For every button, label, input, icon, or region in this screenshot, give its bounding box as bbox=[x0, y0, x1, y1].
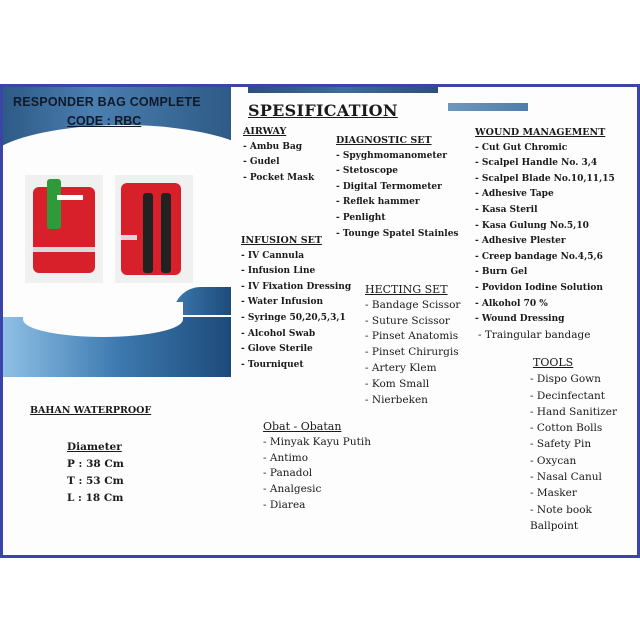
diagnostic-section bbox=[336, 133, 459, 242]
list-item: - Tourniquet bbox=[241, 359, 304, 370]
list-item: - Pocket Mask bbox=[243, 172, 315, 183]
list-item: - IV Cannula bbox=[241, 250, 305, 261]
list-item: - Glove Sterile bbox=[241, 344, 313, 355]
list-item: - Penlight bbox=[336, 212, 386, 223]
list-item: - Nierbeken bbox=[365, 393, 428, 406]
dimension-length: P : 38 Cm bbox=[67, 458, 124, 470]
footer-wave bbox=[23, 302, 183, 337]
list-item: - Note book bbox=[530, 503, 592, 516]
spec-sheet bbox=[0, 84, 640, 558]
dimension-height: T : 53 Cm bbox=[67, 475, 124, 487]
section-heading: WOUND MANAGEMENT bbox=[475, 127, 606, 138]
product-title: RESPONDER BAG COMPLETE bbox=[13, 95, 201, 109]
list-item: - Alcohol Swab bbox=[241, 328, 316, 339]
list-item: - Kasa Gulung No.5,10 bbox=[475, 220, 589, 231]
list-item: - Spyghmomanometer bbox=[336, 150, 448, 161]
list-item: - Burn Gel bbox=[475, 267, 528, 278]
section-heading: DIAGNOSTIC SET bbox=[336, 135, 432, 146]
dimensions-block bbox=[67, 439, 124, 507]
list-item: - Dispo Gown bbox=[530, 373, 601, 386]
tools-section bbox=[530, 355, 617, 534]
product-panel bbox=[3, 87, 231, 377]
list-item: - Digital Termometer bbox=[336, 181, 442, 192]
section-heading: AIRWAY bbox=[243, 126, 287, 137]
bag-front-photo bbox=[25, 175, 103, 283]
list-item: - IV Fixation Dressing bbox=[241, 281, 352, 292]
product-code: CODE : RBC bbox=[67, 114, 142, 128]
list-item: - Kasa Steril bbox=[475, 204, 538, 215]
list-item: - Safety Pin bbox=[530, 438, 592, 451]
decor-bar bbox=[448, 103, 528, 111]
list-item: - Pinset Anatomis bbox=[365, 330, 459, 343]
bag-back-photo bbox=[115, 175, 193, 283]
dimensions-heading: Diameter bbox=[67, 441, 122, 453]
section-heading: Obat - Obatan bbox=[263, 420, 342, 433]
list-item: - Scalpel Handle No. 3,4 bbox=[475, 158, 598, 169]
list-item: - Water Infusion bbox=[241, 297, 323, 308]
list-item: - Bandage Scissor bbox=[365, 298, 461, 311]
list-item: - Suture Scissor bbox=[365, 314, 450, 327]
list-item: - Antimo bbox=[263, 451, 309, 464]
list-item: - Syringe 50,20,5,3,1 bbox=[241, 312, 346, 323]
list-item: - Traingular bandage bbox=[478, 328, 591, 341]
list-item: - Diarea bbox=[263, 498, 306, 511]
list-item: - Alkohol 70 % bbox=[475, 298, 548, 309]
list-item: - Kom Small bbox=[365, 377, 430, 390]
list-item: - Analgesic bbox=[263, 483, 322, 496]
list-item: - Cotton Bolls bbox=[530, 422, 603, 435]
section-heading: TOOLS bbox=[533, 356, 574, 369]
list-item: - Creep bandage No.4,5,6 bbox=[475, 251, 603, 262]
spec-title: SPESIFICATION bbox=[248, 101, 398, 120]
list-item: - Adhesive Plester bbox=[475, 236, 566, 247]
list-item: - Oxycan bbox=[530, 454, 577, 467]
list-item: - Adhesive Tape bbox=[475, 189, 554, 200]
list-item: - Reflek hammer bbox=[336, 197, 420, 208]
list-item: - Decinfectant bbox=[530, 389, 605, 402]
obat-section bbox=[263, 419, 371, 514]
list-item: - Hand Sanitizer bbox=[530, 405, 618, 418]
hecting-section bbox=[365, 282, 460, 408]
wound-section bbox=[475, 125, 615, 343]
list-item: Ballpoint bbox=[530, 519, 579, 532]
infusion-section bbox=[241, 233, 351, 373]
list-item: - Artery Klem bbox=[365, 361, 437, 374]
section-heading: HECTING SET bbox=[365, 283, 448, 296]
list-item: - Ambu Bag bbox=[243, 141, 303, 152]
list-item: - Povidon Iodine Solution bbox=[475, 282, 603, 293]
airway-section bbox=[243, 124, 314, 186]
list-item: - Wound Dressing bbox=[475, 314, 565, 325]
list-item: - Minyak Kayu Putih bbox=[263, 435, 371, 448]
section-heading: INFUSION SET bbox=[241, 235, 322, 246]
list-item: - Pinset Chirurgis bbox=[365, 346, 459, 359]
list-item: - Masker bbox=[530, 487, 577, 500]
decor-bar bbox=[248, 87, 438, 93]
list-item: - Scalpel Blade No.10,11,15 bbox=[475, 173, 615, 184]
list-item: - Nasal Canul bbox=[530, 471, 602, 484]
list-item: - Cut Gut Chromic bbox=[475, 142, 568, 153]
list-item: - Stetoscope bbox=[336, 166, 398, 177]
dimension-width: L : 18 Cm bbox=[67, 492, 124, 504]
list-item: - Infusion Line bbox=[241, 266, 316, 277]
list-item: - Gudel bbox=[243, 157, 280, 168]
list-item: - Tounge Spatel Stainles bbox=[336, 228, 459, 239]
material-label: BAHAN WATERPROOF bbox=[30, 405, 152, 416]
list-item: - Panadol bbox=[263, 467, 313, 480]
